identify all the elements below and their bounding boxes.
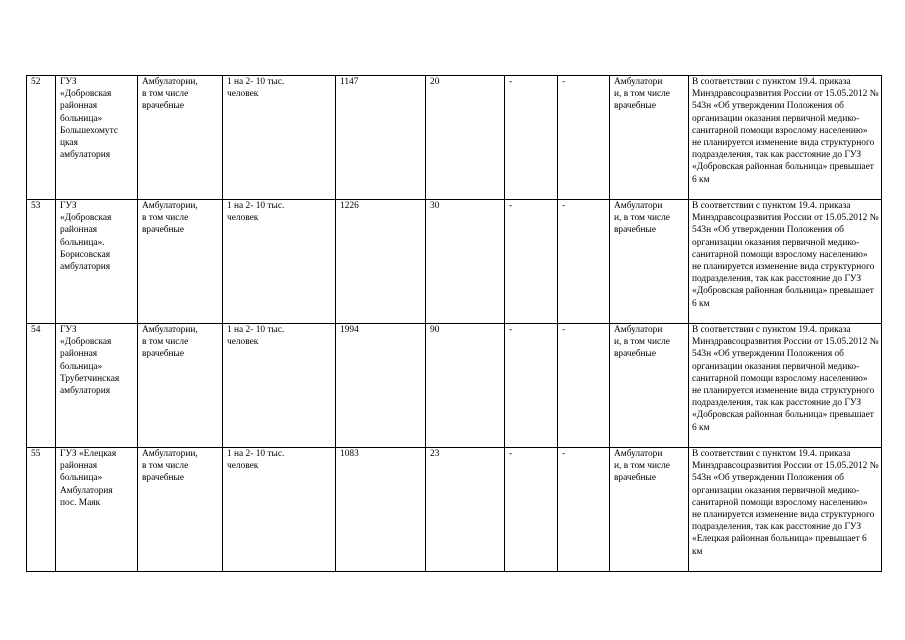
row-number-cell [27, 200, 56, 324]
justification-text: В соответствии с пунктом 19.4. приказа Минздравсоцразвития России от 15.05.2012 № 543н «Об утверждении Положения об организации оказания первичной медико-санитарной помощи взрослому населению» не планируется изменение вида структурного подразделения, так как расстояние до ГУЗ «Елецкая районная больница» превышает 6 км [692, 449, 879, 557]
norm-cell [223, 324, 336, 448]
distance-cell [426, 324, 505, 448]
row-number: 52 [31, 77, 41, 87]
norm-cell [223, 76, 336, 200]
planned-type-cell [610, 448, 689, 572]
population-cell [336, 448, 426, 572]
facility-name-cell [56, 200, 138, 324]
planned-type: Амбулатори и, в том числе врачебные [614, 325, 670, 360]
planned-type-cell [610, 324, 689, 448]
column-7-value: - [509, 449, 513, 459]
population-value: 1147 [340, 77, 359, 87]
population-value: 1083 [340, 449, 359, 459]
justification-cell [689, 324, 882, 448]
table-row [27, 200, 882, 324]
distance-value: 30 [430, 201, 440, 211]
column-8-cell [558, 76, 610, 200]
distance-cell [426, 76, 505, 200]
justification-text: В соответствии с пунктом 19.4. приказа Минздравсоцразвития России от 15.05.2012 № 543н «Об утверждении Положения об организации оказания первичной медико-санитарной помощи взрослому населению» не планируется изменение вида структурного подразделения, так как расстояние до ГУЗ «Добровская районная больница» превышает 6 км [692, 325, 879, 433]
column-7-value: - [509, 201, 513, 211]
facility-type: Амбулатории, в том числе врачебные [142, 77, 198, 112]
row-number: 54 [31, 325, 41, 335]
population-cell [336, 76, 426, 200]
population-value: 1994 [340, 325, 359, 335]
norm-text: 1 на 2- 10 тыс. человек [227, 77, 285, 100]
column-7-cell [505, 76, 558, 200]
distance-cell [426, 448, 505, 572]
facility-name: ГУЗ «Добровская районная больница». Борисовская амбулатория [60, 201, 112, 273]
facility-name: ГУЗ «Добровская районная больница» Трубетчинская амбулатория [60, 325, 120, 397]
norm-cell [223, 200, 336, 324]
facility-type-cell [138, 324, 223, 448]
facility-name: ГУЗ «Добровская районная больница» Большехомутс цкая амбулатория [60, 77, 118, 161]
norm-text: 1 на 2- 10 тыс. человек [227, 449, 285, 472]
planned-type: Амбулатори и, в том числе врачебные [614, 449, 670, 484]
facility-type: Амбулатории, в том числе врачебные [142, 449, 198, 484]
column-8-value: - [562, 325, 566, 335]
distance-value: 23 [430, 449, 440, 459]
distance-cell [426, 200, 505, 324]
planned-type-cell [610, 200, 689, 324]
facility-type: Амбулатории, в том числе врачебные [142, 201, 198, 236]
column-8-cell [558, 200, 610, 324]
column-7-cell [505, 200, 558, 324]
norm-text: 1 на 2- 10 тыс. человек [227, 325, 285, 348]
norm-cell [223, 448, 336, 572]
column-7-cell [505, 324, 558, 448]
facilities-table [26, 75, 882, 572]
row-number-cell [27, 324, 56, 448]
column-8-value: - [562, 449, 566, 459]
facility-type-cell [138, 200, 223, 324]
column-8-cell [558, 324, 610, 448]
facility-type-cell [138, 448, 223, 572]
column-8-value: - [562, 77, 566, 87]
justification-text: В соответствии с пунктом 19.4. приказа Минздравсоцразвития России от 15.05.2012 № 543н «Об утверждении Положения об организации оказания первичной медико-санитарной помощи взрослому населению» не планируется изменение вида структурного подразделения, так как расстояние до ГУЗ «Добровская районная больница» превышает 6 км [692, 201, 879, 309]
justification-cell [689, 76, 882, 200]
facility-name-cell [56, 448, 138, 572]
distance-value: 90 [430, 325, 440, 335]
row-number-cell [27, 448, 56, 572]
population-cell [336, 324, 426, 448]
table-row [27, 324, 882, 448]
facility-name: ГУЗ «Елецкая районная больница» Амбулатория пос. Маяк [60, 449, 117, 508]
facility-name-cell [56, 76, 138, 200]
facility-type-cell [138, 76, 223, 200]
column-7-value: - [509, 325, 513, 335]
justification-cell [689, 448, 882, 572]
table-row [27, 76, 882, 200]
justification-text: В соответствии с пунктом 19.4. приказа Минздравсоцразвития России от 15.05.2012 № 543н «Об утверждении Положения об организации оказания первичной медико-санитарной помощи взрослому населению» не планируется изменение вида структурного подразделения, так как расстояние до ГУЗ «Добровская районная больница» превышает 6 км [692, 77, 879, 185]
population-value: 1226 [340, 201, 359, 211]
column-7-value: - [509, 77, 513, 87]
facility-name-cell [56, 324, 138, 448]
table-row [27, 448, 882, 572]
distance-value: 20 [430, 77, 440, 87]
row-number-cell [27, 76, 56, 200]
norm-text: 1 на 2- 10 тыс. человек [227, 201, 285, 224]
population-cell [336, 200, 426, 324]
table-body [27, 76, 882, 572]
column-8-cell [558, 448, 610, 572]
column-7-cell [505, 448, 558, 572]
justification-cell [689, 200, 882, 324]
planned-type: Амбулатори и, в том числе врачебные [614, 201, 670, 236]
row-number: 53 [31, 201, 41, 211]
row-number: 55 [31, 449, 41, 459]
planned-type: Амбулатори и, в том числе врачебные [614, 77, 670, 112]
facility-type: Амбулатории, в том числе врачебные [142, 325, 198, 360]
column-8-value: - [562, 201, 566, 211]
planned-type-cell [610, 76, 689, 200]
